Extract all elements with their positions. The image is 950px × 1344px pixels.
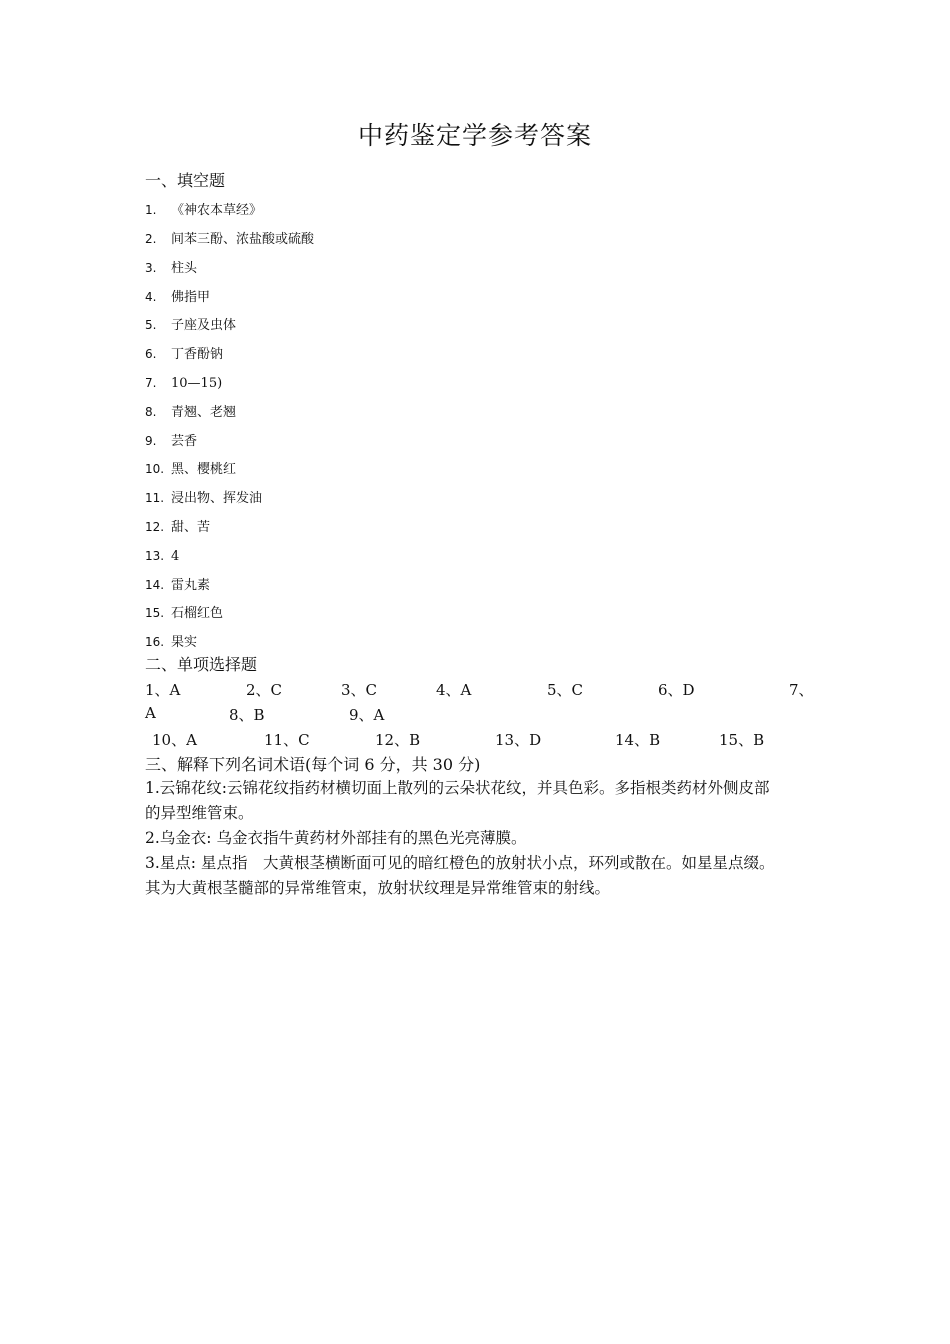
item-number: 15. (145, 606, 165, 620)
fill-blank-item (145, 633, 197, 651)
item-number: 10. (145, 462, 165, 476)
choice-answer: 10、A (152, 731, 197, 749)
section-choice-heading: 二、单项选择题 (145, 655, 258, 674)
item-answer: 甜、苦 (171, 520, 211, 535)
fill-blank-item (145, 604, 223, 622)
item-answer: 10—15) (171, 376, 223, 391)
choice-answer: 1、A (145, 681, 181, 699)
item-number: 4. (145, 290, 157, 304)
item-number: 11. (145, 491, 165, 505)
choice-answer: 8、B (229, 706, 265, 724)
fill-blank-item (145, 316, 236, 334)
fill-blank-item (145, 403, 236, 421)
item-number: 13. (145, 549, 165, 563)
fill-blank-item (145, 432, 197, 450)
item-answer: 子座及虫体 (171, 318, 237, 333)
page-title: 中药鉴定学参考答案 (357, 121, 592, 150)
term-explanation-line: 3.星点: 星点指 大黄根茎横断面可见的暗红橙色的放射状小点，环列或散在。如星星点缀。 (145, 854, 775, 872)
item-number: 6. (145, 347, 157, 361)
fill-blank-item (145, 374, 222, 392)
choice-answer: 6、D (658, 681, 695, 699)
item-answer: 柱头 (171, 261, 198, 276)
fill-blank-item (145, 489, 262, 507)
choice-answer: A (145, 704, 156, 722)
item-answer: 黑、樱桃红 (171, 462, 237, 477)
item-answer: 芸香 (171, 434, 198, 449)
item-answer: 间苯三酚、浓盐酸或硫酸 (171, 232, 315, 247)
choice-answer: 11、C (264, 731, 310, 749)
section-terms-heading: 三、解释下列名词术语(每个词 6 分，共 30 分) (145, 755, 481, 774)
choice-answer: 4、A (436, 681, 472, 699)
item-answer: 浸出物、挥发油 (171, 491, 263, 506)
choice-answer: 5、C (547, 681, 584, 699)
item-answer: 《神农本草经》 (171, 203, 263, 218)
choice-answer: 12、B (375, 731, 421, 749)
fill-blank-item (145, 460, 236, 478)
fill-blank-item (145, 576, 210, 594)
item-number: 1. (145, 203, 157, 217)
item-number: 8. (145, 405, 157, 419)
fill-blank-item (145, 547, 179, 565)
term-explanation-line: 1.云锦花纹:云锦花纹指药材横切面上散列的云朵状花纹，并具色彩。多指根类药材外侧皮部 (145, 779, 770, 797)
item-answer: 青翘、老翘 (171, 405, 237, 420)
choice-answer: 7、 (789, 681, 814, 699)
item-answer: 石榴红色 (171, 606, 224, 621)
item-number: 7. (145, 376, 157, 390)
fill-blank-item (145, 288, 210, 306)
item-number: 5. (145, 318, 157, 332)
item-number: 14. (145, 578, 165, 592)
item-answer: 佛指甲 (171, 290, 211, 305)
item-answer: 果实 (171, 635, 198, 650)
choice-answer: 2、C (246, 681, 283, 699)
item-number: 9. (145, 434, 157, 448)
term-explanation-line: 其为大黄根茎髓部的异常维管束，放射状纹理是异常维管束的射线。 (145, 879, 611, 897)
choice-answer: 15、B (719, 731, 765, 749)
fill-blank-item (145, 259, 197, 277)
item-answer: 雷丸素 (171, 578, 211, 593)
item-answer: 4 (171, 549, 180, 564)
term-explanation-line: 的异型维管束。 (145, 804, 254, 822)
item-number: 16. (145, 635, 165, 649)
item-number: 3. (145, 261, 157, 275)
fill-blank-item (145, 345, 223, 363)
item-number: 12. (145, 520, 165, 534)
fill-blank-item (145, 230, 314, 248)
fill-blank-item (145, 201, 262, 219)
item-answer: 丁香酚钠 (171, 347, 224, 362)
section-fill-blank-heading: 一、填空题 (145, 171, 226, 190)
item-number: 2. (145, 232, 157, 246)
fill-blank-item (145, 518, 210, 536)
choice-answer: 14、B (615, 731, 661, 749)
choice-answer: 3、C (341, 681, 378, 699)
choice-answer: 13、D (495, 731, 542, 749)
term-explanation-line: 2.乌金衣: 乌金衣指牛黄药材外部挂有的黑色光亮薄膜。 (145, 829, 527, 847)
choice-answer: 9、A (349, 706, 385, 724)
